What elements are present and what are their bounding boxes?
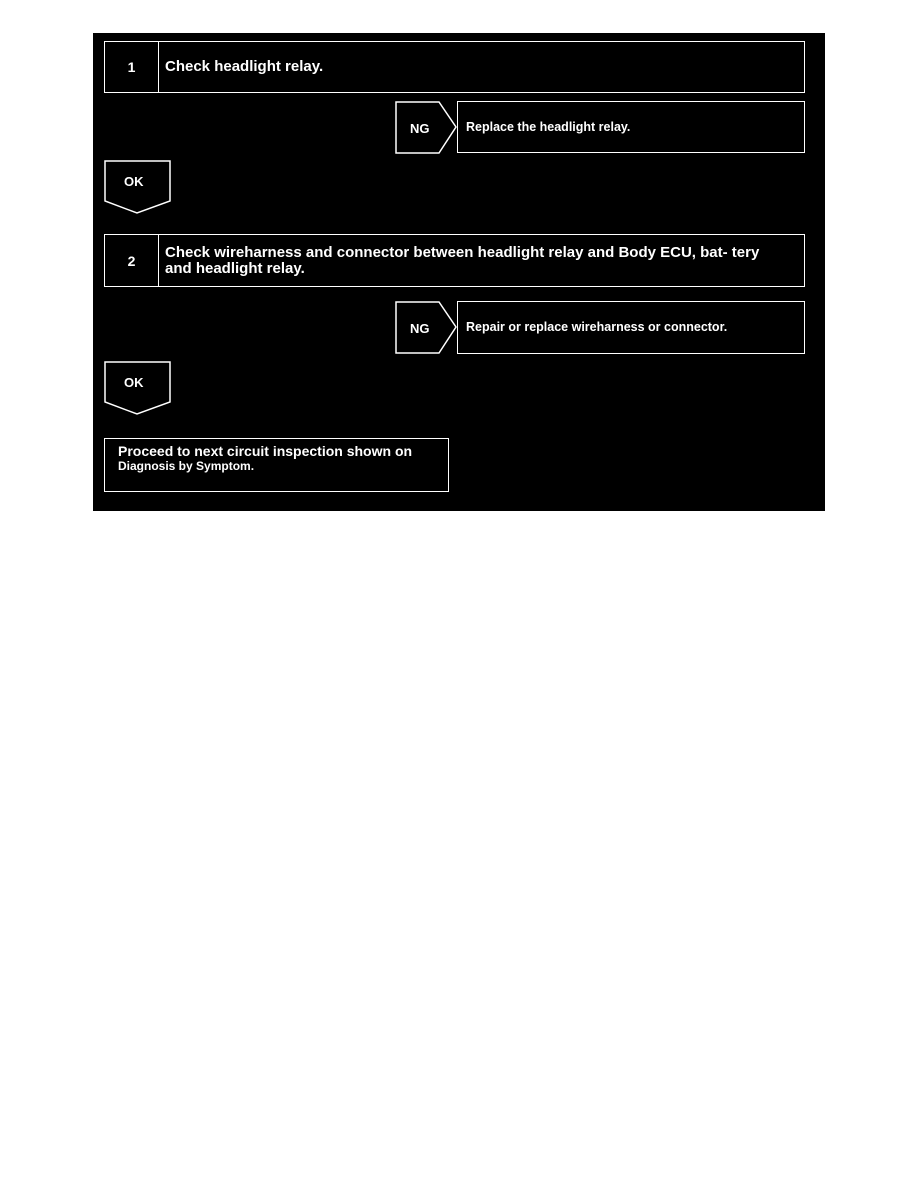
ng-action-2-box bbox=[457, 301, 805, 354]
step-2-number: 2 bbox=[105, 235, 159, 286]
final-instruction-box bbox=[104, 438, 449, 492]
diagnostic-flowchart bbox=[93, 33, 825, 511]
ng-label-1: NG bbox=[410, 121, 430, 136]
ok-label-1: OK bbox=[124, 174, 144, 189]
ng-label-2: NG bbox=[410, 321, 430, 336]
final-instruction-line-2: Diagnosis by Symptom. bbox=[118, 459, 255, 473]
step-1-text: Check headlight relay. bbox=[165, 58, 324, 75]
ng-action-2-text: Repair or replace wireharness or connector. bbox=[466, 320, 728, 334]
step-1-box bbox=[104, 41, 805, 93]
ok-label-2: OK bbox=[124, 375, 144, 390]
step-2-box bbox=[104, 234, 805, 287]
step-2-text: Check wireharness and connector between headlight relay and Body ECU, bat- tery and headlight relay. bbox=[165, 243, 760, 277]
final-instruction-line-1: Proceed to next circuit inspection shown on bbox=[118, 443, 413, 459]
step-1-number: 1 bbox=[105, 42, 159, 92]
ng-action-1-text: Replace the headlight relay. bbox=[466, 119, 631, 134]
ng-action-1-box bbox=[457, 101, 805, 153]
